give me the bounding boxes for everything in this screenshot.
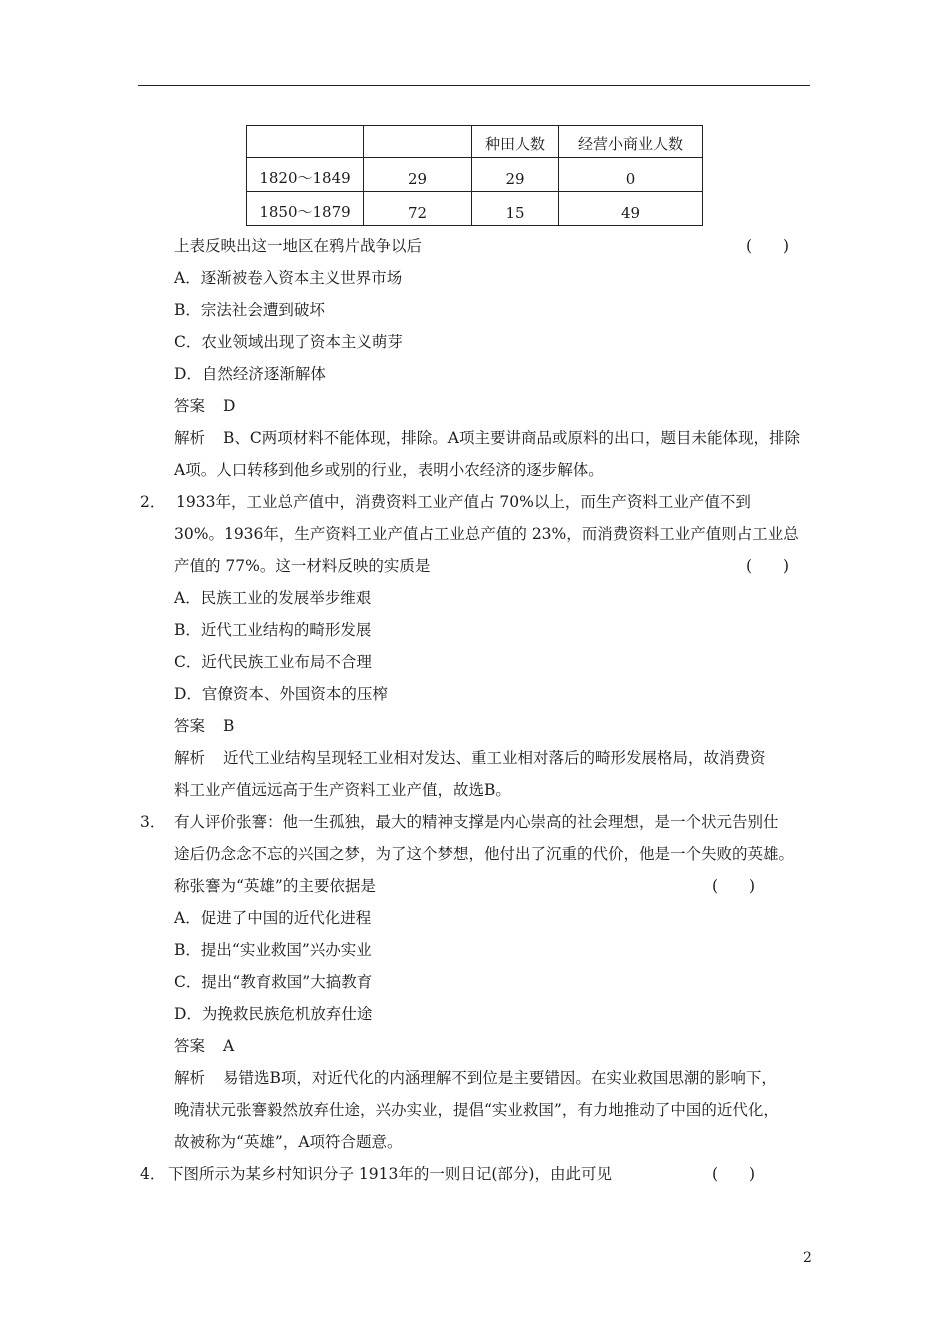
table-row [247, 192, 703, 226]
table-header-cell [364, 126, 472, 158]
q1-answer-paren: ( ) [746, 237, 790, 255]
q1-option-d: D．自然经济逐渐解体 [174, 365, 326, 383]
q3-answer [174, 1036, 234, 1056]
analysis-text: B、C两项材料不能体现，排除。A项主要讲商品或原料的出口，题目未能体现，排除 [223, 429, 800, 447]
q2-answer-paren: ( ) [746, 557, 790, 575]
table-cell: 15 [472, 192, 559, 226]
answer-label: 答案 [174, 717, 206, 735]
q3-option-b: B．提出“实业救国”兴办实业 [174, 941, 372, 959]
answer-label: 答案 [174, 397, 206, 415]
q1-analysis-line [174, 428, 800, 448]
q2-number: 2． [140, 493, 166, 511]
table-cell: 0 [559, 158, 703, 192]
q1-answer [174, 396, 235, 416]
answer-value: D [223, 397, 236, 415]
q4-number: 4． [140, 1165, 166, 1183]
q3-stem-line: 称张謇为“英雄”的主要依据是 [174, 877, 376, 895]
q1-analysis-line: A项。人口转移到他乡或别的行业，表明小农经济的逐步解体。 [174, 461, 604, 479]
q2-option-b: B．近代工业结构的畸形发展 [174, 621, 372, 639]
q2-stem-line: 30%。1936年，生产资料工业产值占工业总产值的 23%，而消费资料工业产值则占工业总 [174, 525, 799, 543]
q3-option-d: D．为挽救民族危机放弃仕途 [174, 1005, 373, 1023]
q2-stem-line: 1933年，工业总产值中，消费资料工业产值占 70%以上，而生产资料工业产值不到 [176, 493, 751, 511]
q3-analysis-line: 故被称为“英雄”，A项符合题意。 [174, 1133, 403, 1151]
header-rule [138, 85, 810, 86]
table-header-cell: 种田人数 [472, 126, 559, 158]
analysis-label: 解析 [174, 429, 206, 447]
q3-stem-line: 途后仍念念不忘的兴国之梦，为了这个梦想，他付出了沉重的代价，他是一个失败的英雄。 [174, 845, 795, 863]
q2-option-a: A．民族工业的发展举步维艰 [174, 589, 372, 607]
q3-analysis-line [174, 1068, 777, 1088]
population-table [246, 125, 703, 226]
q4-answer-paren: ( ) [712, 1165, 756, 1183]
table-row [247, 158, 703, 192]
q1-option-c: C．农业领域出现了资本主义萌芽 [174, 333, 403, 351]
table-cell: 1850～1879 [247, 192, 364, 226]
q2-option-d: D．官僚资本、外国资本的压榨 [174, 685, 388, 703]
answer-value: A [223, 1037, 235, 1055]
table-header-cell [247, 126, 364, 158]
q2-analysis-line: 料工业产值远远高于生产资料工业产值，故选B。 [174, 781, 511, 799]
q3-stem-line: 有人评价张謇：他一生孤独，最大的精神支撑是内心崇高的社会理想，是一个状元告别仕 [174, 813, 779, 831]
q2-stem-line: 产值的 77%。这一材料反映的实质是 [174, 557, 431, 575]
table-header-row [247, 126, 703, 158]
q1-option-a: A．逐渐被卷入资本主义世界市场 [174, 269, 403, 287]
q3-analysis-line: 晚清状元张謇毅然放弃仕途，兴办实业，提倡“实业救国”，有力地推动了中国的近代化， [174, 1101, 779, 1119]
answer-label: 答案 [174, 1037, 206, 1055]
table-cell: 1820～1849 [247, 158, 364, 192]
q3-option-c: C．提出“教育救国”大搞教育 [174, 973, 373, 991]
analysis-text: 易错选B项，对近代化的内涵理解不到位是主要错因。在实业救国思潮的影响下， [223, 1069, 777, 1087]
q3-answer-paren: ( ) [712, 877, 756, 895]
table-cell: 29 [364, 158, 472, 192]
q4-stem: 下图所示为某乡村知识分子 1913年的一则日记(部分)，由此可见 [168, 1165, 612, 1183]
answer-value: B [223, 717, 235, 735]
analysis-label: 解析 [174, 1069, 206, 1087]
q2-answer [174, 716, 234, 736]
table-header-cell: 经营小商业人数 [559, 126, 703, 158]
q1-stem: 上表反映出这一地区在鸦片战争以后 [174, 237, 423, 255]
table-cell: 72 [364, 192, 472, 226]
table-cell: 49 [559, 192, 703, 226]
q1-option-b: B．宗法社会遭到破坏 [174, 301, 325, 319]
page-number: 2 [803, 1250, 812, 1266]
analysis-text: 近代工业结构呈现轻工业相对发达、重工业相对落后的畸形发展格局，故消费资 [223, 749, 766, 767]
analysis-label: 解析 [174, 749, 206, 767]
table-cell: 29 [472, 158, 559, 192]
q2-option-c: C．近代民族工业布局不合理 [174, 653, 372, 671]
q2-analysis-line [174, 748, 766, 768]
q3-number: 3． [140, 813, 166, 831]
q3-option-a: A．促进了中国的近代化进程 [174, 909, 372, 927]
